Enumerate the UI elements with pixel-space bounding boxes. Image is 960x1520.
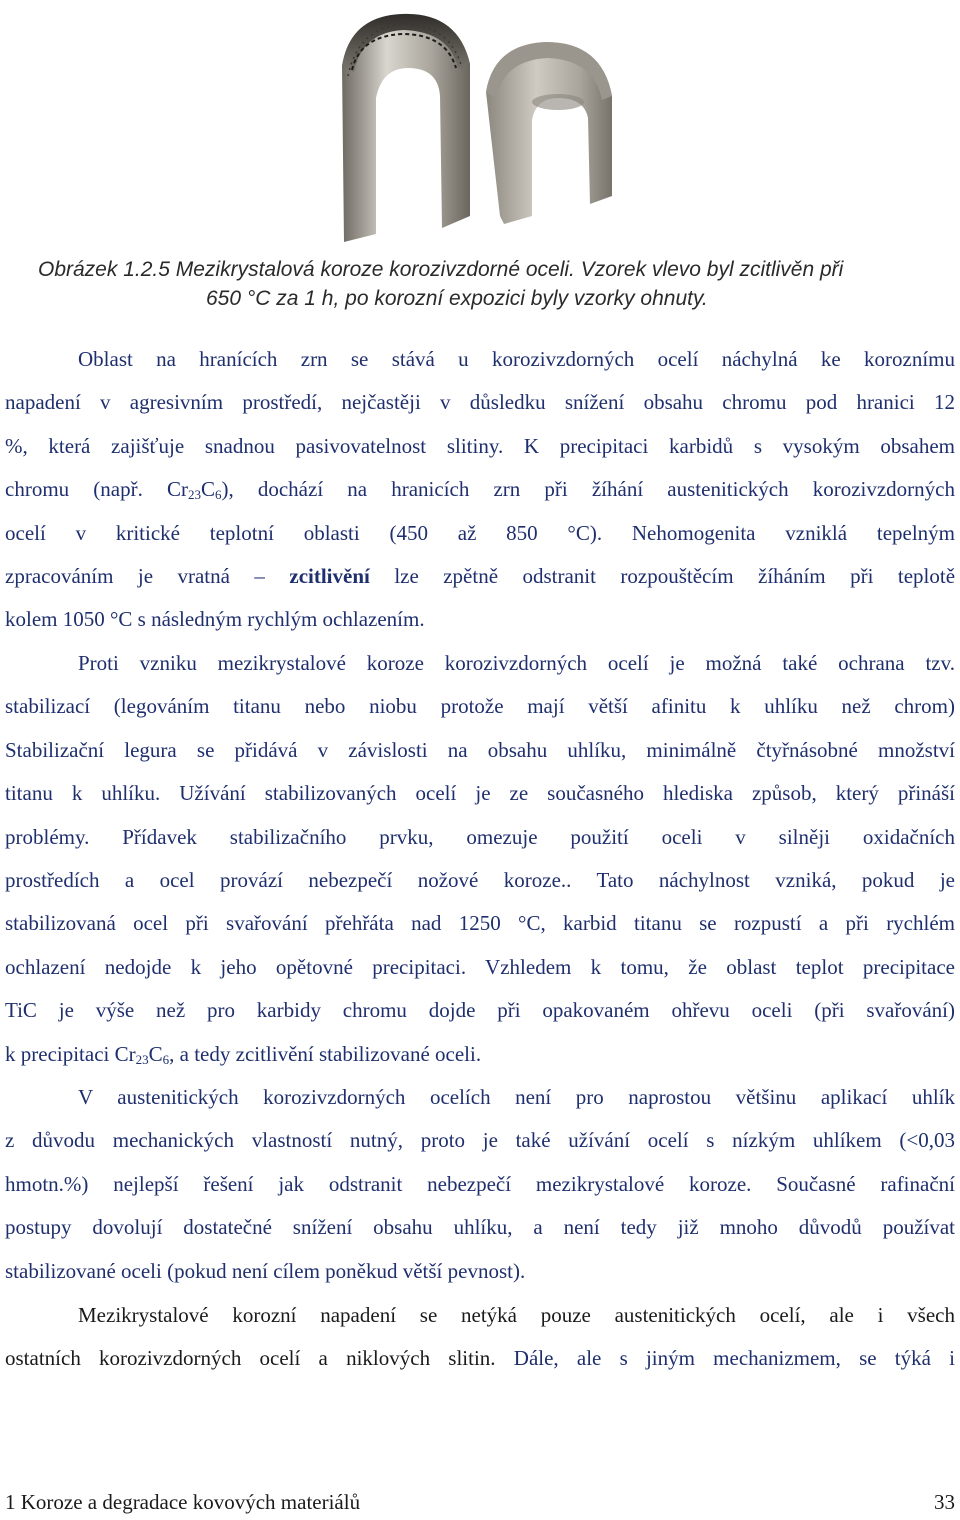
text-run: k precipitaci Cr <box>5 1041 136 1066</box>
text-line: Stabilizační legura se přidává v závislosti na obsahu uhlíku, minimálně čtyřnásobné množství <box>5 737 955 762</box>
text-run: hmotn.%) nejlepší řešení jak odstranit nebezpečí mezikrystalové koroze. <box>5 1171 752 1196</box>
text-line <box>5 425 955 468</box>
bold-term: zcitlivění <box>289 563 370 588</box>
text-run: Cr <box>166 477 188 502</box>
text-run: ostatních korozivzdorných ocelí a niklových slitin. <box>5 1346 496 1371</box>
text-line <box>5 1163 955 1206</box>
text-line <box>5 816 955 859</box>
text-run: Současné rafinační <box>776 1171 955 1196</box>
text-line: V austenitických korozivzdorných ocelích není pro naprostou většinu aplikací uhlík <box>78 1085 955 1109</box>
text-line: Oblast na hranících zrn se stává u korozivzdorných ocelí náchylná ke koroznímu <box>78 347 955 371</box>
text-run: Přídavek stabilizačního prvku, omezuje použití oceli v silněji oxidačních <box>122 824 955 849</box>
text-line <box>5 512 955 555</box>
text-run: ), dochází na hranicích zrn při žíhání austenitických korozivzdorných <box>221 477 955 502</box>
text-run: titanu k uhlíku. <box>5 781 161 806</box>
text-line: stabilizované oceli (pokud není cílem poněkud větší pevnost). <box>5 1258 526 1283</box>
text-line: Proti vzniku mezikrystalové koroze korozivzdorných ocelí je možná také ochrana tzv. <box>78 651 955 675</box>
subscript: 6 <box>214 487 222 503</box>
text-run: zpracováním je vratná – <box>5 563 265 588</box>
text-line: stabilizací (legováním titanu nebo niobu protože mají větší afinitu k uhlíku než chrom) <box>5 694 955 719</box>
text-line <box>5 859 955 902</box>
text-line <box>5 1033 955 1076</box>
paragraph-4 <box>5 1294 955 1381</box>
text-run: problémy. <box>5 824 90 849</box>
text-run <box>167 477 955 501</box>
text-line: stabilizovaná ocel při svařování přehřáta nad 1250 °C, karbid titanu se rozpustí a při rychlém <box>5 911 955 936</box>
text-run: ocelí v kritické teplotní oblasti (450 až 850 °C). <box>5 520 603 545</box>
text-line: z důvodu mechanických vlastností nutný, proto je také užívání ocelí s nízkým uhlíkem (<0,03 <box>5 1128 955 1153</box>
text-run: C <box>200 477 215 502</box>
text-run: prostředích a ocel provází nebezpečí nožové koroze.. <box>5 867 572 892</box>
subscript: 6 <box>162 1051 170 1067</box>
corrosion-samples-photo <box>290 6 630 242</box>
subscript: 23 <box>187 487 201 503</box>
paragraph-1 <box>5 338 955 642</box>
text-run: K precipitaci karbidů s vysokým obsahem <box>523 433 955 458</box>
page-number: 33 <box>934 1490 955 1514</box>
text-line <box>5 946 955 989</box>
figure-caption-line-1: Obrázek 1.2.5 Mezikrystalová koroze korozivzdorné oceli. Vzorek vlevo byl zcitlivěn při <box>38 258 844 281</box>
paragraph-3 <box>5 1076 955 1293</box>
text-run: chromu (např. <box>5 477 143 502</box>
text-line: kolem 1050 °C s následným rychlým ochlazením. <box>5 607 425 632</box>
text-run: Tato náchylnost vzniká, pokud je <box>596 867 955 892</box>
subscript: 23 <box>135 1051 149 1067</box>
text-line <box>5 555 955 598</box>
figure-caption-line-2: 650 °C za 1 h, po korozní expozici byly vzorky ohnuty. <box>206 287 708 310</box>
text-line: Mezikrystalové korozní napadení se netýká pouze austenitických ocelí, ale i všech <box>78 1303 955 1327</box>
text-run: Nehomogenita vzniklá tepelným <box>631 520 956 545</box>
text-run: Dále, ale s jiným mechanizmem, se týká i <box>513 1346 956 1371</box>
text-run: , a tedy zcitlivění stabilizované oceli. <box>169 1041 482 1066</box>
text-line: napadení v agresivním prostředí, nejčastěji v důsledku snížení obsahu chromu pod hranici 12 <box>5 390 955 415</box>
text-line: TiC je výše než pro karbidy chromu dojde při opakovaném ohřevu oceli (při svařování) <box>5 998 955 1023</box>
text-run: %, která zajišťuje snadnou pasivovatelnost slitiny. <box>5 433 504 458</box>
paragraph-2 <box>5 642 955 1076</box>
text-run: Vzhledem k tomu, že oblast teplot precipitace <box>485 954 955 979</box>
text-line: postupy dovolují dostatečné snížení obsahu uhlíku, a není tedy již mnoho důvodů používat <box>5 1215 955 1240</box>
footer-chapter-title: 1 Koroze a degradace kovových materiálů <box>5 1490 361 1514</box>
text-run: C <box>148 1041 163 1066</box>
text-line <box>5 1337 955 1380</box>
text-run: Užívání stabilizovaných ocelí je ze současného hlediska způsob, který přináší <box>179 781 956 806</box>
text-run: ochlazení nedojde k jeho opětovné precipitaci. <box>5 954 467 979</box>
page-footer <box>5 1490 955 1515</box>
text-run: lze zpětně odstranit rozpouštěcím žíháním při teplotě <box>394 563 956 588</box>
text-line <box>5 468 955 511</box>
text-line <box>5 772 955 815</box>
